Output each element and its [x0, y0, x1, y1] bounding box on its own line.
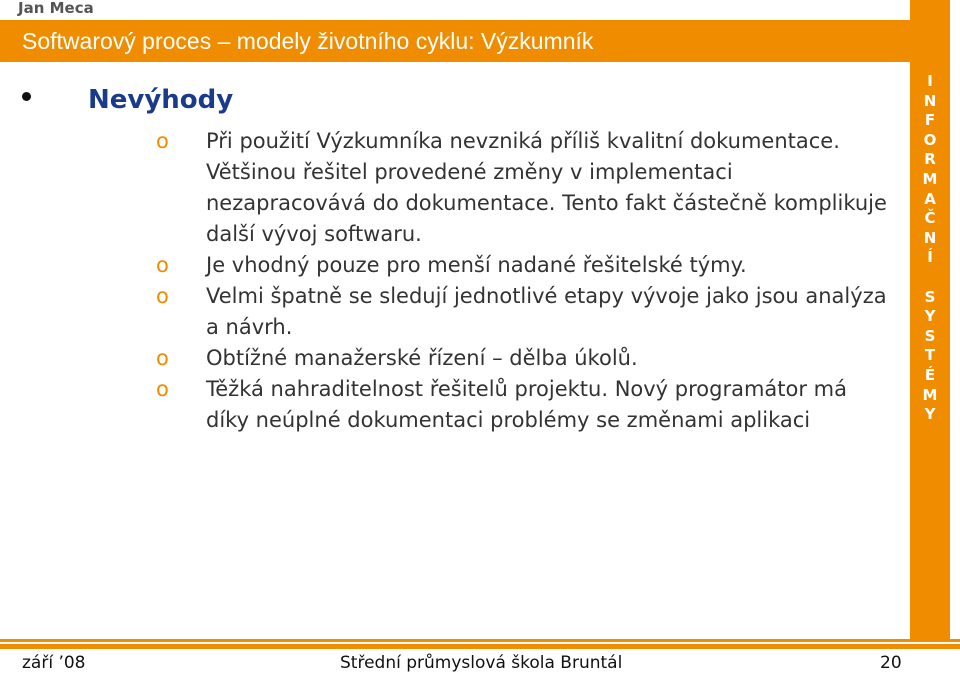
page-number: 20 [880, 653, 902, 673]
bullet-list [0, 126, 900, 436]
footer-divider [0, 639, 960, 649]
author-name: Jan Meca [18, 0, 94, 17]
list-item-text: Při použití Výzkumníka nevzniká příliš kvalitní dokumentace. Většinou řešitel provedené změny v implementaci nezapracovává do dokumentace. Tento fakt částečně komplikuje další vývoj softwaru. [206, 129, 887, 246]
list-item [0, 343, 900, 374]
side-letter: O [923, 130, 937, 149]
footer [0, 649, 960, 679]
side-letter: Y [924, 307, 936, 326]
footer-divider-stripe [0, 642, 960, 644]
list-item [0, 126, 900, 250]
bullet-dot-icon [22, 92, 31, 101]
side-letter: M [922, 169, 938, 188]
side-letter: R [924, 150, 936, 169]
list-item [0, 281, 900, 343]
list-item-text: Těžká nahraditelnost řešitelů projektu. Nový programátor má díky neúplné dokumentaci problémy se změnami aplikaci [206, 377, 848, 432]
side-letter: I [927, 72, 933, 90]
list-item-text: Obtížné manažerské řízení – dělba úkolů. [206, 346, 638, 370]
title-bar [0, 20, 910, 62]
slide-title: Softwarový proces – modely životního cyklu: Výzkumník [22, 28, 594, 54]
list-item [0, 250, 900, 281]
side-letter: M [922, 385, 938, 404]
bullet-marker-icon: o [156, 284, 169, 308]
bullet-marker-icon: o [156, 377, 169, 401]
list-item [0, 374, 900, 436]
side-vertical-text [910, 72, 950, 425]
side-letter: S [924, 326, 936, 345]
side-letter: N [923, 228, 937, 247]
bullet-marker-icon: o [156, 346, 169, 370]
bullet-marker-icon: o [156, 253, 169, 277]
footer-school: Střední průmyslová škola Bruntál [340, 653, 623, 673]
side-letter: Y [924, 405, 936, 424]
side-gap [910, 268, 950, 288]
side-letter: Č [924, 209, 936, 228]
side-letter: A [924, 189, 936, 208]
side-letter: N [923, 91, 937, 110]
side-bar [910, 0, 950, 640]
bullet-marker-icon: o [156, 129, 169, 153]
side-letter: É [924, 365, 936, 384]
side-letter: T [924, 346, 936, 365]
side-letter: S [924, 287, 936, 306]
section-heading: Nevýhody [88, 85, 234, 115]
side-letter: F [924, 111, 936, 130]
list-item-text: Je vhodný pouze pro menší nadané řešitelské týmy. [206, 253, 747, 277]
list-item-text: Velmi špatně se sledují jednotlivé etapy vývoje jako jsou analýza a návrh. [206, 284, 887, 339]
side-letter: Í [927, 248, 933, 267]
footer-date: září ’08 [22, 653, 86, 673]
